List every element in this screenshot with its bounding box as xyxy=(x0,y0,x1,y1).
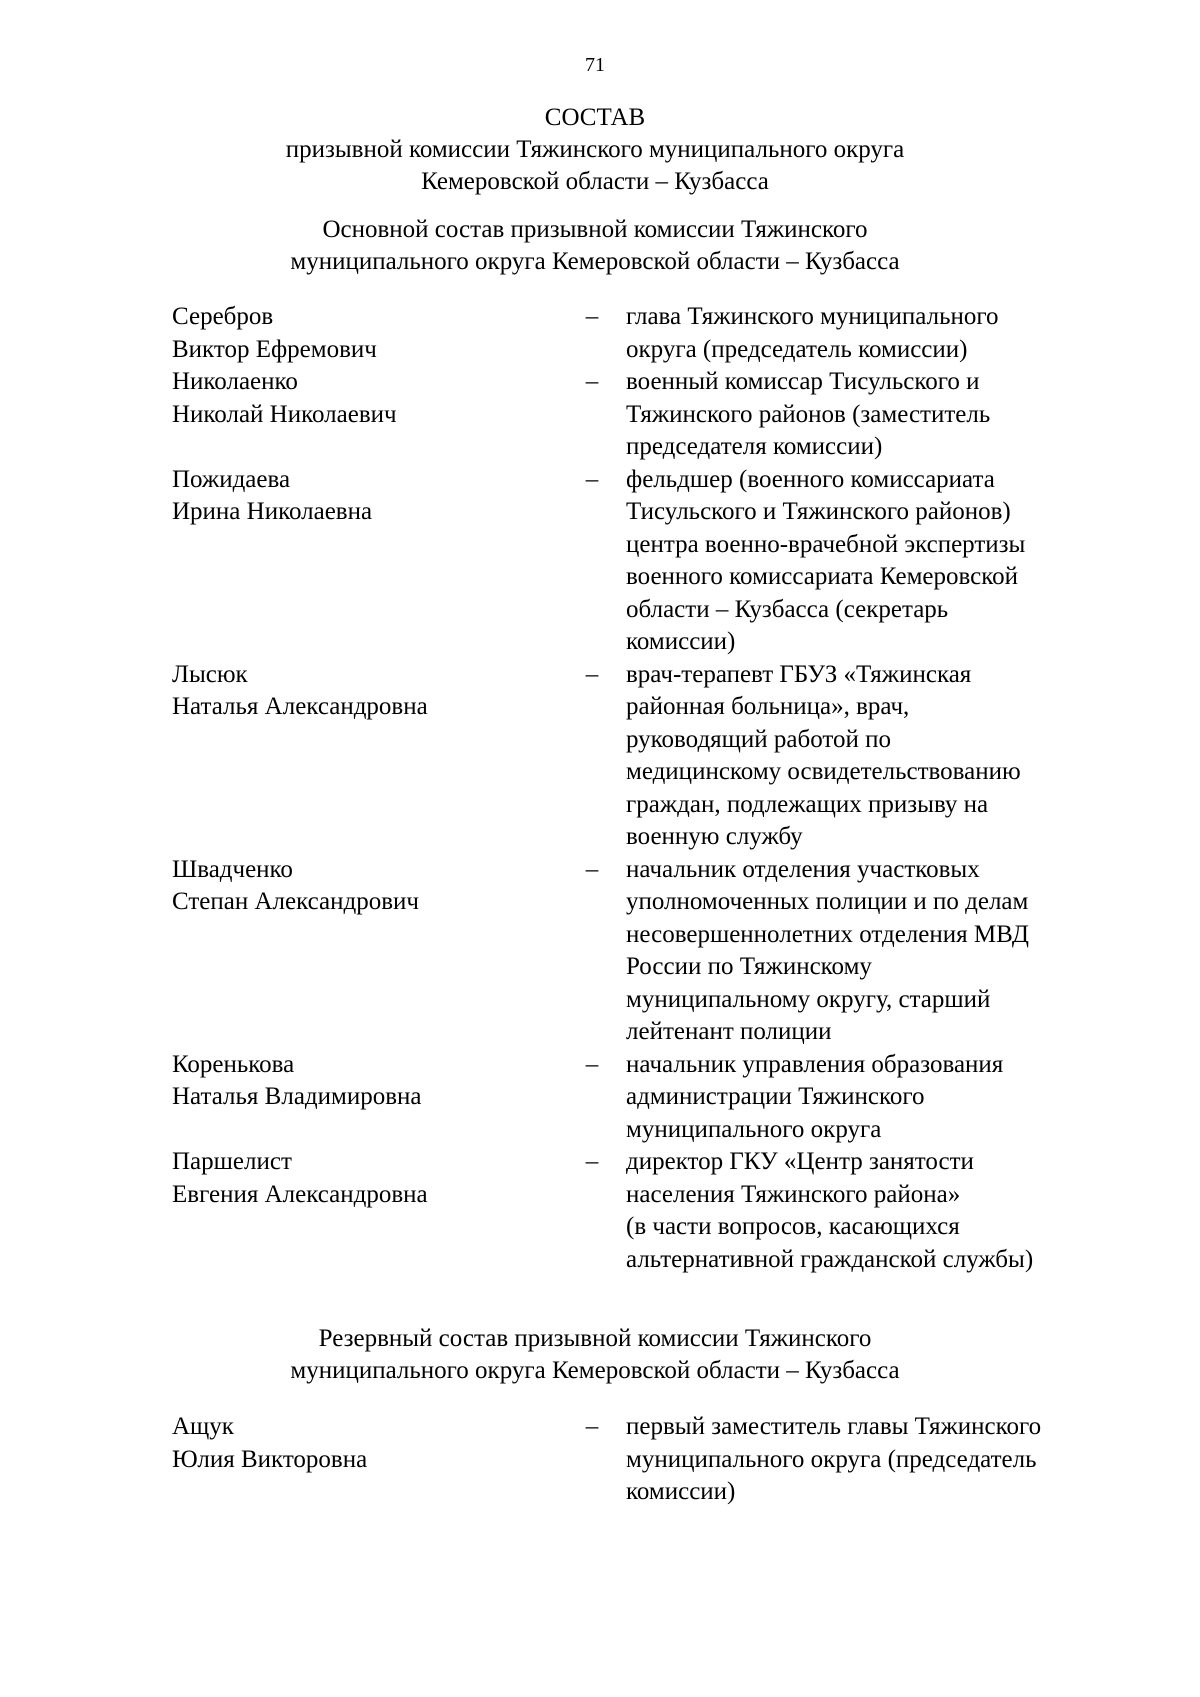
member-surname: Николаенко xyxy=(172,368,298,395)
member-dash: – xyxy=(585,855,599,883)
member-name xyxy=(172,659,572,854)
member-dash: – xyxy=(585,1148,599,1175)
member-row xyxy=(172,464,1102,659)
member-surname: Паршелист xyxy=(172,1148,292,1175)
member-name xyxy=(172,854,572,1049)
member-dash: – xyxy=(585,368,599,395)
member-role: фельдшер (военного комиссариата Тисульского и Тяжинского районов) центра военно-врачебной экспертизы военного комиссариата Кемеровской области – Кузбасса (секретарь комиссии) xyxy=(626,465,1026,655)
member-surname: Серебров xyxy=(172,303,274,330)
member-row xyxy=(172,301,1102,366)
member-name xyxy=(172,1049,572,1147)
member-surname: Швадченко xyxy=(172,855,293,883)
member-given-names: Николай Николаевич xyxy=(172,400,397,428)
member-role: глава Тяжинского муниципального округа (председатель комиссии) xyxy=(626,303,999,363)
reserve-members-list xyxy=(172,1411,1102,1509)
member-given-names: Ирина Николаевна xyxy=(172,498,373,525)
reserve-section-heading xyxy=(0,1323,1190,1387)
member-row xyxy=(172,366,1102,464)
document-title xyxy=(0,102,1190,198)
member-role: начальник отделения участковых уполномоченных полиции и по делам несовершеннолетних отделения МВД России по Тяжинскому муниципальному округу, старший лейтенант полиции xyxy=(626,855,1029,1045)
member-row xyxy=(172,1411,1102,1509)
member-row xyxy=(172,1146,1102,1276)
member-given-names: Юлия Викторовна xyxy=(172,1445,368,1473)
member-dash: – xyxy=(585,1050,599,1078)
main-members-list xyxy=(172,301,1102,1276)
member-name xyxy=(172,464,572,659)
member-role: военный комиссар Тисульского и Тяжинского районов (заместитель председателя комиссии) xyxy=(626,368,991,460)
member-dash: – xyxy=(585,1413,599,1440)
member-surname: Пожидаева xyxy=(172,465,291,493)
member-name xyxy=(172,1146,572,1276)
reserve-section-heading-line-1: Резервный состав призывной комиссии Тяжинского xyxy=(318,1325,872,1352)
member-surname: Лысюк xyxy=(172,660,248,688)
member-given-names: Степан Александрович xyxy=(172,888,419,915)
member-row xyxy=(172,854,1102,1049)
member-given-names: Виктор Ефремович xyxy=(172,335,377,363)
member-role: директор ГКУ «Центр занятости населения Тяжинского района» (в части вопросов, касающихся альтернативной гражданской службы) xyxy=(626,1148,1034,1273)
member-name xyxy=(172,1411,572,1509)
main-section-heading-line-1: Основной состав призывной комиссии Тяжинского xyxy=(322,216,868,243)
member-dash: – xyxy=(585,465,599,493)
title-line-3: Кемеровской области – Кузбасса xyxy=(421,168,769,195)
main-section-heading-line-2: муниципального округа Кемеровской области – Кузбасса xyxy=(290,248,900,275)
member-given-names: Наталья Александровна xyxy=(172,693,428,720)
title-line-1: СОСТАВ xyxy=(544,104,646,131)
main-section-heading xyxy=(0,214,1190,278)
title-line-2: призывной комиссии Тяжинского муниципального округа xyxy=(285,136,905,163)
member-surname: Ащук xyxy=(172,1413,234,1440)
member-dash: – xyxy=(585,660,599,688)
page-number: 71 xyxy=(585,54,605,76)
member-surname: Коренькова xyxy=(172,1050,295,1078)
member-name xyxy=(172,366,572,464)
member-given-names: Евгения Александровна xyxy=(172,1180,428,1208)
member-dash: – xyxy=(585,303,599,330)
member-row xyxy=(172,1049,1102,1147)
member-role: начальник управления образования администрации Тяжинского муниципального округа xyxy=(626,1050,1004,1143)
member-name xyxy=(172,301,572,366)
member-given-names: Наталья Владимировна xyxy=(172,1083,422,1110)
member-row xyxy=(172,659,1102,854)
member-role: врач-терапевт ГБУЗ «Тяжинская районная больница», врач, руководящий работой по медицинскому освидетельствованию граждан, подлежащих призыву на военную службу xyxy=(626,660,1021,850)
member-role: первый заместитель главы Тяжинского муниципального округа (председатель комиссии) xyxy=(626,1413,1042,1505)
reserve-section-heading-line-2: муниципального округа Кемеровской области – Кузбасса xyxy=(290,1357,900,1384)
